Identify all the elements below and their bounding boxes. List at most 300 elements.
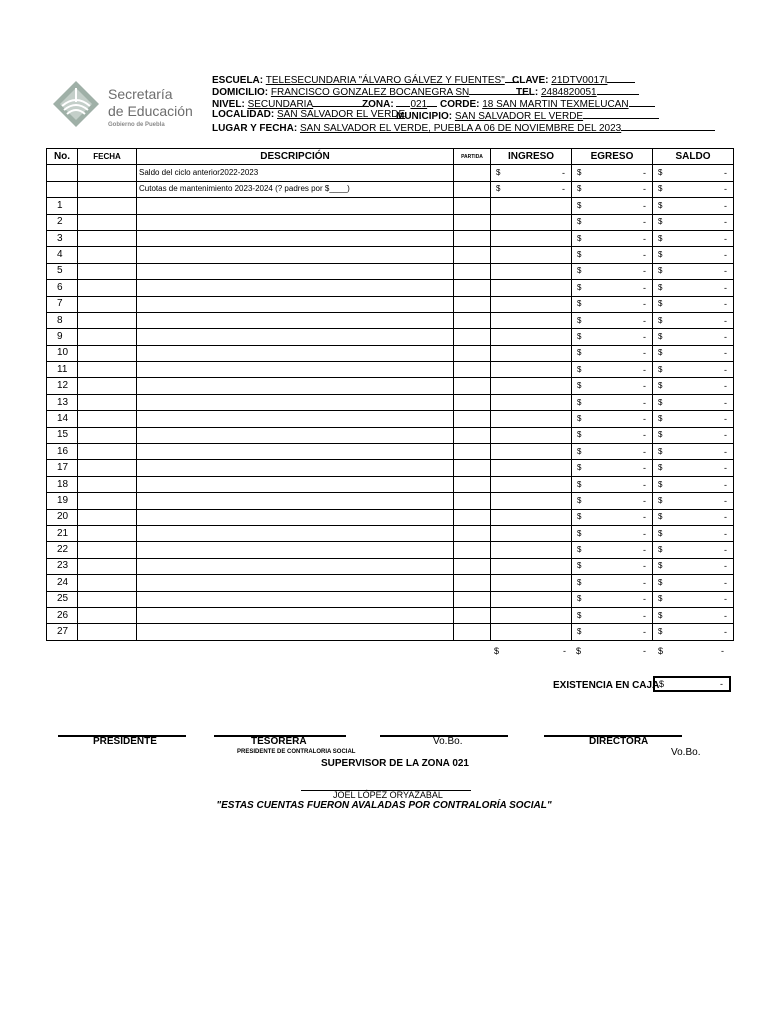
amount-dash: - bbox=[643, 528, 646, 539]
no-cell: 19 bbox=[47, 493, 78, 509]
currency-sign: $ bbox=[577, 315, 582, 325]
ingreso-cell bbox=[491, 329, 572, 345]
currency-sign: $ bbox=[577, 364, 582, 374]
table-row bbox=[47, 575, 734, 591]
no-cell: 2 bbox=[47, 214, 78, 230]
currency-sign: $ bbox=[577, 446, 582, 456]
saldo-cell bbox=[653, 624, 734, 640]
egreso-cell bbox=[572, 247, 653, 263]
table-row bbox=[47, 460, 734, 476]
table-row bbox=[47, 329, 734, 345]
ingreso-cell bbox=[491, 312, 572, 328]
currency-sign: $ bbox=[658, 413, 663, 423]
fecha-cell bbox=[78, 247, 137, 263]
no-cell: 5 bbox=[47, 263, 78, 279]
ingreso-cell bbox=[491, 493, 572, 509]
ingreso-cell bbox=[491, 214, 572, 230]
amount-dash: - bbox=[643, 610, 646, 621]
partida-cell bbox=[454, 575, 491, 591]
amount-dash: - bbox=[643, 348, 646, 359]
partida-cell bbox=[454, 493, 491, 509]
currency-sign: $ bbox=[658, 348, 663, 358]
descripcion-cell bbox=[137, 591, 454, 607]
currency-sign: $ bbox=[577, 381, 582, 391]
fecha-cell bbox=[78, 345, 137, 361]
fecha-cell bbox=[78, 230, 137, 246]
ingreso-cell bbox=[491, 591, 572, 607]
descripcion-cell bbox=[137, 247, 454, 263]
fecha-cell bbox=[78, 493, 137, 509]
amount-dash: - bbox=[724, 200, 727, 211]
table-row bbox=[47, 230, 734, 246]
saldo-cell bbox=[653, 329, 734, 345]
currency-sign: $ bbox=[577, 495, 582, 505]
total-ingreso-value: - bbox=[563, 646, 566, 656]
currency-sign: $ bbox=[658, 627, 663, 637]
currency-sign: $ bbox=[658, 331, 663, 341]
amount-dash: - bbox=[724, 282, 727, 293]
no-cell: 21 bbox=[47, 525, 78, 541]
egreso-cell bbox=[572, 312, 653, 328]
currency-sign: $ bbox=[577, 299, 582, 309]
tel-label: TEL: bbox=[516, 87, 539, 98]
saldo-cell bbox=[653, 493, 734, 509]
currency-sign: $ bbox=[658, 184, 663, 194]
currency-sign: $ bbox=[577, 528, 582, 538]
descripcion-cell bbox=[137, 378, 454, 394]
partida-cell bbox=[454, 312, 491, 328]
amount-dash: - bbox=[562, 168, 565, 179]
fecha-cell bbox=[78, 509, 137, 525]
municipio-label: MUNICIPIO: bbox=[396, 111, 453, 122]
partida-cell bbox=[454, 214, 491, 230]
currency-sign: $ bbox=[577, 348, 582, 358]
egreso-cell bbox=[572, 460, 653, 476]
table-header-row bbox=[47, 149, 734, 165]
saldo-cell bbox=[653, 280, 734, 296]
partida-cell bbox=[454, 280, 491, 296]
table-row bbox=[47, 198, 734, 214]
vobo-directora-label: Vo.Bo. bbox=[671, 747, 701, 758]
fecha-cell bbox=[78, 411, 137, 427]
currency-sign: $ bbox=[577, 217, 582, 227]
table-row bbox=[47, 345, 734, 361]
egreso-cell bbox=[572, 181, 653, 197]
table-row bbox=[47, 591, 734, 607]
amount-dash: - bbox=[724, 299, 727, 310]
amount-dash: - bbox=[643, 299, 646, 310]
amount-dash: - bbox=[643, 561, 646, 572]
ingreso-cell bbox=[491, 427, 572, 443]
tel-value: 2484820051 bbox=[541, 87, 597, 98]
egreso-cell bbox=[572, 427, 653, 443]
egreso-cell bbox=[572, 525, 653, 541]
existencia-label: EXISTENCIA EN CAJA bbox=[553, 680, 660, 691]
table-row bbox=[47, 493, 734, 509]
currency-sign: $ bbox=[658, 266, 663, 276]
no-cell: 13 bbox=[47, 394, 78, 410]
descripcion-cell bbox=[137, 575, 454, 591]
no-cell: 7 bbox=[47, 296, 78, 312]
existencia-value: - bbox=[720, 679, 723, 689]
partida-cell bbox=[454, 362, 491, 378]
total-ingreso-currency: $ bbox=[494, 646, 500, 656]
saldo-cell bbox=[653, 263, 734, 279]
fecha-cell bbox=[78, 181, 137, 197]
saldo-cell bbox=[653, 525, 734, 541]
saldo-cell bbox=[653, 509, 734, 525]
ingreso-cell bbox=[491, 542, 572, 558]
descripcion-cell bbox=[137, 263, 454, 279]
amount-dash: - bbox=[643, 200, 646, 211]
col-saldo-header: SALDO bbox=[653, 149, 734, 165]
total-egreso bbox=[576, 646, 646, 656]
currency-sign: $ bbox=[658, 463, 663, 473]
saldo-cell bbox=[653, 345, 734, 361]
descripcion-cell bbox=[137, 509, 454, 525]
table-row bbox=[47, 444, 734, 460]
amount-dash: - bbox=[724, 561, 727, 572]
ingreso-cell bbox=[491, 444, 572, 460]
egreso-cell bbox=[572, 214, 653, 230]
ingreso-cell bbox=[491, 345, 572, 361]
domicilio-value: FRANCISCO GONZALEZ BOCANEGRA SN bbox=[270, 87, 470, 98]
egreso-cell bbox=[572, 280, 653, 296]
table-row bbox=[47, 525, 734, 541]
descripcion-cell bbox=[137, 444, 454, 460]
currency-sign: $ bbox=[658, 168, 663, 178]
currency-sign: $ bbox=[658, 397, 663, 407]
col-no-header: No. bbox=[47, 149, 78, 165]
amount-dash: - bbox=[724, 430, 727, 441]
localidad-label: LOCALIDAD: bbox=[212, 109, 275, 120]
header-lugar-line bbox=[212, 121, 715, 134]
currency-sign: $ bbox=[658, 528, 663, 538]
existencia-box bbox=[653, 676, 731, 692]
fecha-cell bbox=[78, 378, 137, 394]
no-cell: 22 bbox=[47, 542, 78, 558]
logo-line-2: de Educación bbox=[108, 103, 193, 119]
partida-cell bbox=[454, 329, 491, 345]
currency-sign: $ bbox=[577, 266, 582, 276]
descripcion-cell bbox=[137, 493, 454, 509]
no-cell: 10 bbox=[47, 345, 78, 361]
currency-sign: $ bbox=[658, 446, 663, 456]
table-row bbox=[47, 411, 734, 427]
no-cell: 27 bbox=[47, 624, 78, 640]
amount-dash: - bbox=[643, 250, 646, 261]
partida-cell bbox=[454, 444, 491, 460]
egreso-cell bbox=[572, 345, 653, 361]
egreso-cell bbox=[572, 411, 653, 427]
amount-dash: - bbox=[724, 495, 727, 506]
no-cell: 25 bbox=[47, 591, 78, 607]
saldo-cell bbox=[653, 378, 734, 394]
amount-dash: - bbox=[724, 528, 727, 539]
amount-dash: - bbox=[643, 397, 646, 408]
ingreso-cell bbox=[491, 230, 572, 246]
col-partida-header: PARTIDA bbox=[454, 149, 491, 165]
amount-dash: - bbox=[643, 545, 646, 556]
clave-label: CLAVE: bbox=[512, 75, 549, 86]
no-cell bbox=[47, 181, 78, 197]
descripcion-cell bbox=[137, 558, 454, 574]
table-row bbox=[47, 476, 734, 492]
no-cell bbox=[47, 165, 78, 181]
table-row bbox=[47, 542, 734, 558]
escuela-label: ESCUELA: bbox=[212, 75, 264, 86]
logo-line-1: Secretaría bbox=[108, 86, 173, 102]
col-descripcion-header: DESCRIPCIÓN bbox=[137, 149, 454, 165]
saldo-cell bbox=[653, 181, 734, 197]
partida-cell bbox=[454, 427, 491, 443]
amount-dash: - bbox=[643, 463, 646, 474]
currency-sign: $ bbox=[577, 184, 582, 194]
currency-sign: $ bbox=[658, 512, 663, 522]
fecha-cell bbox=[78, 460, 137, 476]
currency-sign: $ bbox=[577, 512, 582, 522]
no-cell: 20 bbox=[47, 509, 78, 525]
amount-dash: - bbox=[643, 446, 646, 457]
amount-dash: - bbox=[643, 364, 646, 375]
descripcion-cell: Saldo del ciclo anterior2022-2023 bbox=[137, 165, 454, 181]
saldo-cell bbox=[653, 591, 734, 607]
saldo-cell bbox=[653, 230, 734, 246]
fecha-cell bbox=[78, 444, 137, 460]
lugar-label: LUGAR Y FECHA: bbox=[212, 123, 298, 134]
partida-cell bbox=[454, 247, 491, 263]
amount-dash: - bbox=[724, 594, 727, 605]
amount-dash: - bbox=[643, 577, 646, 588]
descripcion-cell bbox=[137, 607, 454, 623]
partida-cell bbox=[454, 296, 491, 312]
fecha-cell bbox=[78, 427, 137, 443]
egreso-cell bbox=[572, 394, 653, 410]
amount-dash: - bbox=[724, 577, 727, 588]
amount-dash: - bbox=[724, 413, 727, 424]
no-cell: 14 bbox=[47, 411, 78, 427]
ingreso-cell bbox=[491, 607, 572, 623]
amount-dash: - bbox=[643, 430, 646, 441]
saldo-cell bbox=[653, 444, 734, 460]
amount-dash: - bbox=[724, 364, 727, 375]
no-cell: 4 bbox=[47, 247, 78, 263]
tesorera-label: TESORERA bbox=[251, 736, 307, 747]
col-egreso-header: EGRESO bbox=[572, 149, 653, 165]
no-cell: 9 bbox=[47, 329, 78, 345]
municipio-value: SAN SALVADOR EL VERDE bbox=[454, 111, 584, 122]
saldo-cell bbox=[653, 247, 734, 263]
lugar-value: SAN SALVADOR EL VERDE, PUEBLA A 06 DE NOVIEMBRE DEL 2023 bbox=[299, 123, 622, 134]
currency-sign: $ bbox=[658, 315, 663, 325]
localidad-value: SAN SALVADOR EL VERDE bbox=[277, 109, 406, 120]
egreso-cell bbox=[572, 493, 653, 509]
table-row bbox=[47, 280, 734, 296]
amount-dash: - bbox=[643, 233, 646, 244]
descripcion-cell bbox=[137, 394, 454, 410]
saldo-cell bbox=[653, 427, 734, 443]
partida-cell bbox=[454, 198, 491, 214]
egreso-cell bbox=[572, 558, 653, 574]
currency-sign: $ bbox=[577, 561, 582, 571]
amount-dash: - bbox=[643, 184, 646, 195]
ingreso-cell bbox=[491, 181, 572, 197]
zona-value: 021 bbox=[410, 99, 428, 110]
presidente-label: PRESIDENTE bbox=[93, 736, 157, 747]
amount-dash: - bbox=[724, 217, 727, 228]
fecha-cell bbox=[78, 558, 137, 574]
contraloria-quote: "ESTAS CUENTAS FUERON AVALADAS POR CONTRALORÍA SOCIAL" bbox=[216, 800, 552, 811]
amount-dash: - bbox=[643, 413, 646, 424]
supervisor-label: SUPERVISOR DE LA ZONA 021 bbox=[321, 758, 469, 769]
fecha-cell bbox=[78, 624, 137, 640]
amount-dash: - bbox=[643, 495, 646, 506]
amount-dash: - bbox=[724, 545, 727, 556]
amount-dash: - bbox=[724, 331, 727, 342]
amount-dash: - bbox=[724, 233, 727, 244]
ingreso-cell bbox=[491, 411, 572, 427]
egreso-cell bbox=[572, 198, 653, 214]
partida-cell bbox=[454, 558, 491, 574]
header-localidad-line bbox=[212, 109, 405, 120]
amount-dash: - bbox=[724, 315, 727, 326]
no-cell: 8 bbox=[47, 312, 78, 328]
partida-cell bbox=[454, 378, 491, 394]
saldo-cell bbox=[653, 411, 734, 427]
ingreso-cell bbox=[491, 198, 572, 214]
fecha-cell bbox=[78, 575, 137, 591]
currency-sign: $ bbox=[658, 561, 663, 571]
table-row bbox=[47, 427, 734, 443]
currency-sign: $ bbox=[658, 610, 663, 620]
saldo-cell bbox=[653, 394, 734, 410]
ingreso-cell bbox=[491, 362, 572, 378]
currency-sign: $ bbox=[658, 299, 663, 309]
currency-sign: $ bbox=[577, 577, 582, 587]
table-row bbox=[47, 296, 734, 312]
fecha-cell bbox=[78, 312, 137, 328]
currency-sign: $ bbox=[496, 184, 501, 194]
amount-dash: - bbox=[643, 479, 646, 490]
amount-dash: - bbox=[724, 250, 727, 261]
egreso-cell bbox=[572, 296, 653, 312]
total-ingreso bbox=[494, 646, 566, 656]
descripcion-cell bbox=[137, 230, 454, 246]
saldo-cell bbox=[653, 214, 734, 230]
ingreso-cell bbox=[491, 165, 572, 181]
ingreso-cell bbox=[491, 296, 572, 312]
supervisor-name: JOEL LÓPEZ ORYAZABAL bbox=[333, 790, 443, 800]
escuela-value: TELESECUNDARIA "ÁLVARO GÁLVEZ Y FUENTES" bbox=[265, 75, 505, 86]
currency-sign: $ bbox=[658, 381, 663, 391]
saldo-cell bbox=[653, 312, 734, 328]
no-cell: 23 bbox=[47, 558, 78, 574]
currency-sign: $ bbox=[577, 610, 582, 620]
amount-dash: - bbox=[643, 315, 646, 326]
egreso-cell bbox=[572, 624, 653, 640]
egreso-cell bbox=[572, 165, 653, 181]
currency-sign: $ bbox=[658, 364, 663, 374]
currency-sign: $ bbox=[658, 250, 663, 260]
saldo-cell bbox=[653, 165, 734, 181]
currency-sign: $ bbox=[658, 282, 663, 292]
currency-sign: $ bbox=[577, 233, 582, 243]
descripcion-cell bbox=[137, 624, 454, 640]
partida-cell bbox=[454, 394, 491, 410]
descripcion-cell: Cutotas de mantenimiento 2023-2024 (? padres por $____) bbox=[137, 181, 454, 197]
fecha-cell bbox=[78, 476, 137, 492]
descripcion-cell bbox=[137, 329, 454, 345]
amount-dash: - bbox=[724, 610, 727, 621]
fecha-cell bbox=[78, 214, 137, 230]
currency-sign: $ bbox=[577, 331, 582, 341]
fecha-cell bbox=[78, 165, 137, 181]
amount-dash: - bbox=[724, 184, 727, 195]
currency-sign: $ bbox=[577, 430, 582, 440]
currency-sign: $ bbox=[577, 200, 582, 210]
ingreso-cell bbox=[491, 280, 572, 296]
currency-sign: $ bbox=[658, 594, 663, 604]
total-egreso-value: - bbox=[643, 646, 646, 656]
zona-label: ZONA: bbox=[362, 99, 394, 110]
table-row bbox=[47, 558, 734, 574]
fecha-cell bbox=[78, 263, 137, 279]
table-row bbox=[47, 312, 734, 328]
partida-cell bbox=[454, 165, 491, 181]
ingreso-cell bbox=[491, 247, 572, 263]
descripcion-cell bbox=[137, 280, 454, 296]
table-row bbox=[47, 165, 734, 181]
amount-dash: - bbox=[724, 463, 727, 474]
egreso-cell bbox=[572, 444, 653, 460]
amount-dash: - bbox=[643, 168, 646, 179]
descripcion-cell bbox=[137, 542, 454, 558]
logo-line-3: Gobierno de Puebla bbox=[108, 122, 165, 128]
amount-dash: - bbox=[643, 282, 646, 293]
table-row bbox=[47, 247, 734, 263]
amount-dash: - bbox=[724, 168, 727, 179]
ingreso-cell bbox=[491, 558, 572, 574]
ingreso-cell bbox=[491, 394, 572, 410]
saldo-cell bbox=[653, 607, 734, 623]
egreso-cell bbox=[572, 362, 653, 378]
no-cell: 6 bbox=[47, 280, 78, 296]
partida-cell bbox=[454, 263, 491, 279]
no-cell: 12 bbox=[47, 378, 78, 394]
currency-sign: $ bbox=[577, 627, 582, 637]
ingreso-cell bbox=[491, 575, 572, 591]
amount-dash: - bbox=[724, 348, 727, 359]
total-saldo bbox=[658, 646, 724, 656]
amount-dash: - bbox=[643, 627, 646, 638]
table-row bbox=[47, 214, 734, 230]
currency-sign: $ bbox=[496, 168, 501, 178]
currency-sign: $ bbox=[577, 594, 582, 604]
currency-sign: $ bbox=[658, 217, 663, 227]
partida-cell bbox=[454, 607, 491, 623]
currency-sign: $ bbox=[577, 282, 582, 292]
amount-dash: - bbox=[643, 266, 646, 277]
egreso-cell bbox=[572, 329, 653, 345]
amount-dash: - bbox=[724, 512, 727, 523]
fecha-cell bbox=[78, 525, 137, 541]
partida-cell bbox=[454, 181, 491, 197]
directora-label: DIRECTORA bbox=[589, 736, 649, 747]
secretaria-educacion-logo bbox=[52, 78, 192, 130]
domicilio-label: DOMICILIO: bbox=[212, 87, 269, 98]
table-row bbox=[47, 181, 734, 197]
ingreso-cell bbox=[491, 378, 572, 394]
